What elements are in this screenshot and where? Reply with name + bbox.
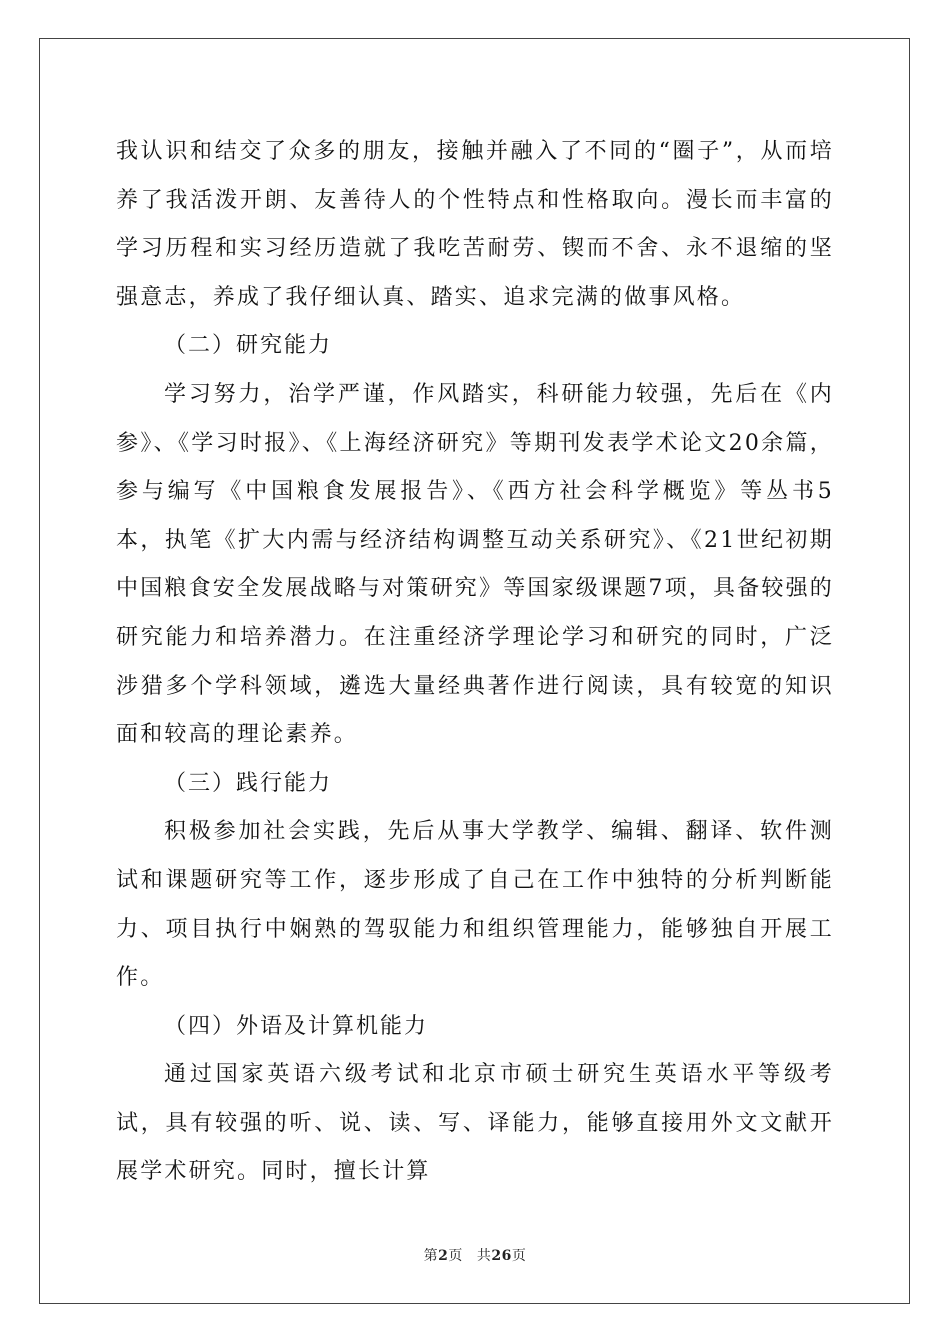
- footer-total-pages: 26: [491, 1248, 512, 1264]
- paragraph-practice-ability: 积极参加社会实践，先后从事大学教学、编辑、翻译、软件测试和课题研究等工作，逐步形成了自己在工作中独特的分析判断能力、项目执行中娴熟的驾驭能力和组织管理能力，能够独自开展工作。: [116, 819, 834, 991]
- paragraph-research-ability: 学习努力，治学严谨，作风踏实，科研能力较强，先后在《内参》、《学习时报》、《上海经济研究》等期刊发表学术论文20余篇，参与编写《中国粮食发展报告》、《西方社会科学概览》等丛书5本，执笔《扩大内需与经济结构调整互动关系研究》、《21世纪初期中国粮食安全发展战略与对策研究》等国家级课题7项，具备较强的研究能力和培养潜力。在注重经济学理论学习和研究的同时，广泛涉猎多个学科领域，遴选大量经典著作进行阅读，具有较宽的知识面和较高的理论素养。: [116, 381, 834, 748]
- heading-language-computer-ability: （四）外语及计算机能力: [164, 1013, 429, 1039]
- heading-practice-ability: （三）践行能力: [164, 770, 333, 796]
- paragraph-language-computer-ability: 通过国家英语六级考试和北京市硕士研究生英语水平等级考试，具有较强的听、说、读、写、译能力，能够直接用外文文献开展学术研究。同时，擅长计算: [116, 1062, 834, 1185]
- paragraph-1: 我认识和结交了众多的朋友，接触并融入了不同的“圈子”，从而培养了我活泼开朗、友善待人的个性特点和性格取向。漫长而丰富的学习历程和实习经历造就了我吃苦耐劳、锲而不舍、永不退缩的坚强意志，养成了我仔细认真、踏实、追求完满的做事风格。: [116, 139, 834, 310]
- heading-research-ability: （二）研究能力: [164, 333, 333, 359]
- footer-total-unit: 页: [511, 1248, 527, 1264]
- footer-total-prefix: 共: [476, 1248, 492, 1264]
- page-footer: [0, 1245, 950, 1265]
- footer-page-number: 2: [438, 1248, 449, 1264]
- document-body: [116, 128, 834, 1197]
- footer-page-unit: 页: [448, 1248, 463, 1264]
- footer-prefix: 第: [423, 1248, 439, 1264]
